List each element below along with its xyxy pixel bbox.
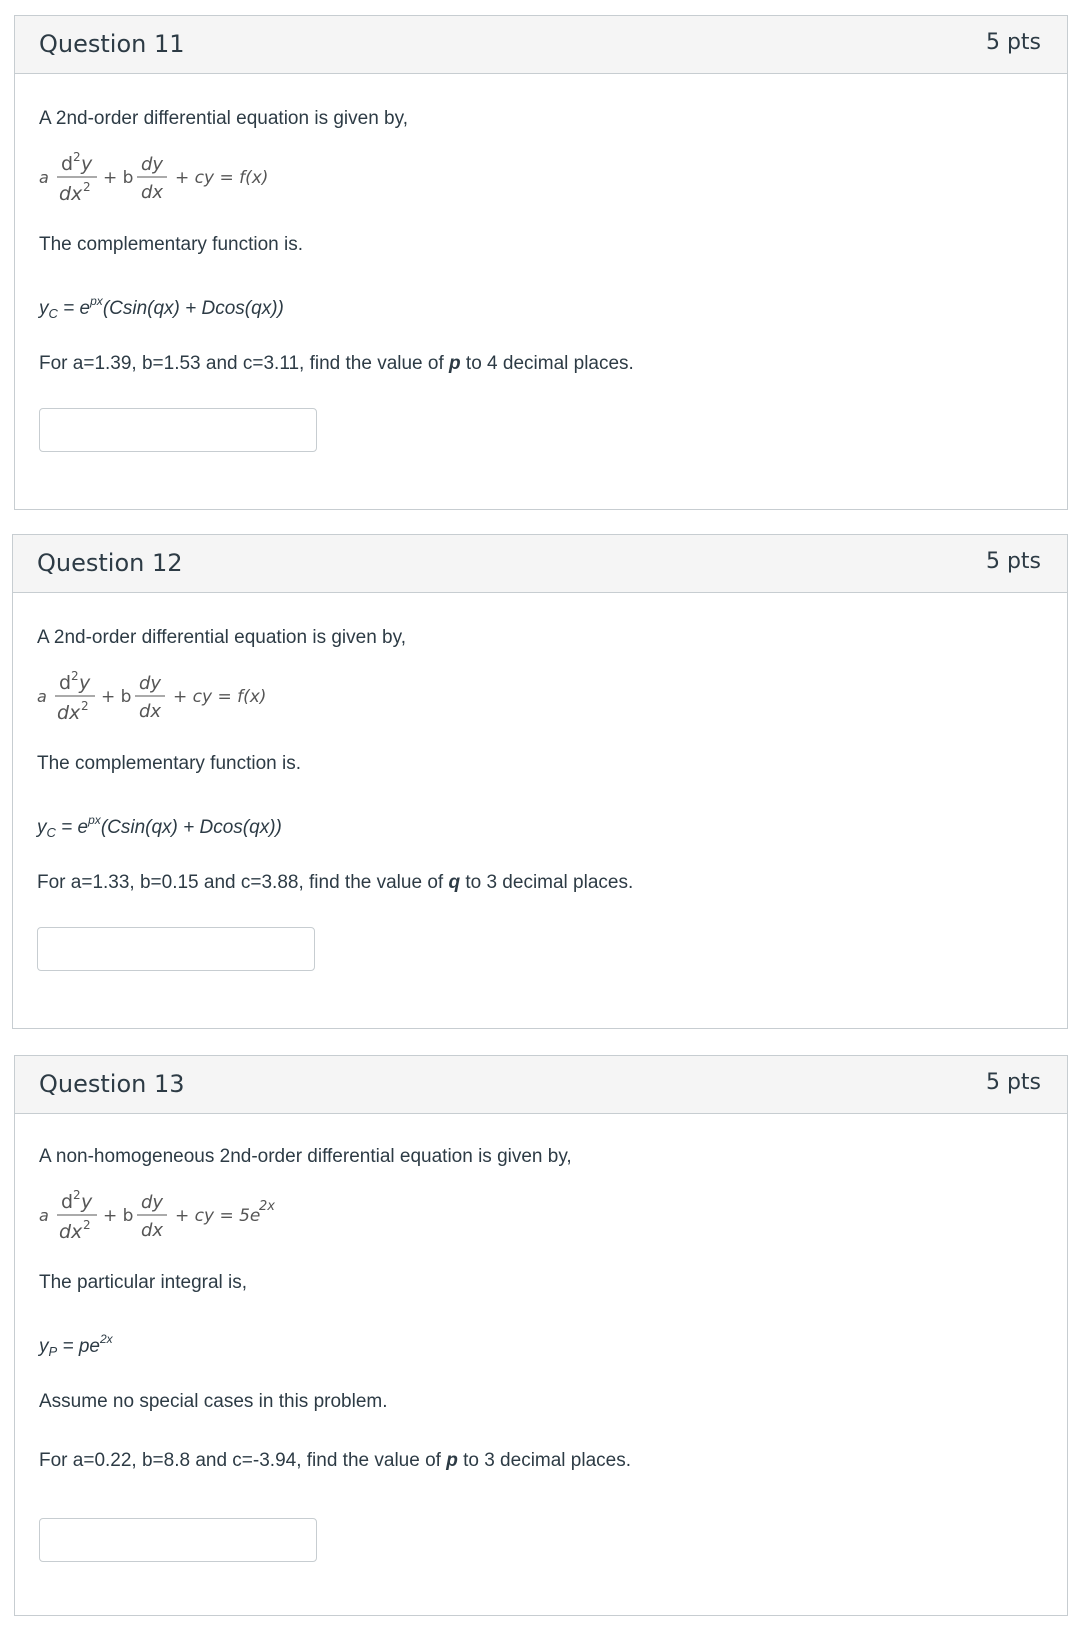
eq-d2y-exp: 2 [71, 669, 79, 683]
complementary-function-formula [39, 294, 284, 321]
prompt-before: For a=1.39, b=1.53 and c=3.11, find the value of [39, 353, 450, 374]
answer-input[interactable] [39, 408, 317, 452]
function-label: The complementary function is. [37, 753, 302, 774]
prompt-before: For a=0.22, b=8.8 and c=-3.94, find the value of [39, 1450, 447, 1471]
question-intro: A 2nd-order differential equation is given by, [37, 627, 406, 648]
eq-a: a [37, 687, 47, 706]
formula-lhs-sub: C [46, 825, 56, 840]
question-title: Question 13 [39, 1070, 185, 1098]
eq-dy: dy [141, 154, 164, 175]
eq-d2y-d: d [61, 1191, 74, 1213]
eq-dx: dx [141, 1220, 164, 1241]
answer-input[interactable] [39, 1518, 317, 1562]
question-points: 5 pts [985, 549, 1041, 574]
eq-dx2: dx [57, 702, 81, 724]
formula-lhs-sub: P [48, 1344, 58, 1359]
function-label: The particular integral is, [39, 1272, 248, 1293]
formula-eq: = e [57, 298, 91, 319]
formula-rest: (Csin(qx) + Dcos(qx)) [102, 298, 284, 319]
eq-rhs: + cy = f(x) [173, 687, 267, 707]
formula-eq: = pe [57, 1336, 100, 1357]
eq-plus-b: + b [103, 1206, 134, 1226]
formula-rest: (Csin(qx) + Dcos(qx)) [100, 817, 282, 838]
question-header [15, 1056, 1067, 1114]
formula-eq: = e [55, 817, 89, 838]
eq-dx: dx [139, 701, 162, 722]
prompt-variable: p [446, 1450, 458, 1471]
eq-dx2-exp: 2 [83, 180, 91, 194]
eq-d2y-y: y [79, 672, 91, 694]
eq-d2y-d: d [61, 153, 74, 175]
question-title: Question 11 [39, 30, 185, 58]
question-points: 5 pts [985, 1070, 1041, 1095]
eq-plus-b: + b [101, 687, 132, 707]
question-13-card [14, 1055, 1068, 1616]
question-points: 5 pts [985, 30, 1041, 55]
question-header [15, 16, 1067, 74]
differential-equation [35, 667, 335, 727]
eq-d2y-exp: 2 [73, 1188, 81, 1202]
question-12-card [12, 534, 1068, 1029]
eq-dx2-exp: 2 [83, 1218, 91, 1232]
eq-dx2: dx [59, 1221, 83, 1243]
prompt-variable: p [449, 353, 461, 374]
eq-dy: dy [141, 1192, 164, 1213]
eq-dx2: dx [59, 183, 83, 205]
particular-integral-formula [39, 1332, 113, 1359]
question-11-card [14, 15, 1068, 510]
question-prompt [39, 1450, 631, 1472]
question-note: Assume no special cases in this problem. [39, 1391, 388, 1412]
eq-rhs: + cy = 5e [175, 1206, 261, 1226]
eq-rhs: + cy = f(x) [175, 168, 269, 188]
prompt-variable: q [448, 872, 461, 893]
eq-dy: dy [139, 673, 162, 694]
question-title: Question 12 [37, 549, 183, 577]
formula-lhs: y [37, 817, 47, 838]
eq-plus-b: + b [103, 168, 134, 188]
prompt-before: For a=1.33, b=0.15 and c=3.88, find the value of [37, 872, 449, 893]
eq-a: a [39, 1206, 49, 1225]
answer-input[interactable] [37, 927, 315, 971]
function-label: The complementary function is. [39, 234, 304, 255]
prompt-after: to 4 decimal places. [460, 353, 634, 374]
question-prompt [37, 872, 633, 894]
differential-equation [37, 1186, 337, 1246]
eq-d2y-y: y [81, 153, 93, 175]
eq-rhs-exp: 2x [259, 1199, 275, 1214]
eq-dx2-exp: 2 [81, 699, 89, 713]
formula-lhs: y [39, 1336, 49, 1357]
eq-a: a [39, 168, 49, 187]
question-intro: A non-homogeneous 2nd-order differential equation is given by, [39, 1146, 572, 1167]
prompt-after: to 3 decimal places. [460, 872, 634, 893]
eq-dx: dx [141, 182, 164, 203]
formula-exp: 2x [99, 1332, 113, 1346]
eq-d2y-y: y [81, 1191, 93, 1213]
eq-d2y-d: d [59, 672, 72, 694]
formula-lhs: y [39, 298, 49, 319]
formula-exp: px [90, 294, 103, 308]
prompt-after: to 3 decimal places. [457, 1450, 632, 1471]
question-intro: A 2nd-order differential equation is given by, [39, 108, 408, 129]
eq-d2y-exp: 2 [73, 150, 81, 164]
question-prompt [39, 353, 634, 375]
question-header [13, 535, 1067, 593]
complementary-function-formula [37, 813, 282, 840]
formula-exp: px [88, 813, 101, 827]
formula-lhs-sub: C [48, 306, 58, 321]
differential-equation [37, 148, 337, 208]
